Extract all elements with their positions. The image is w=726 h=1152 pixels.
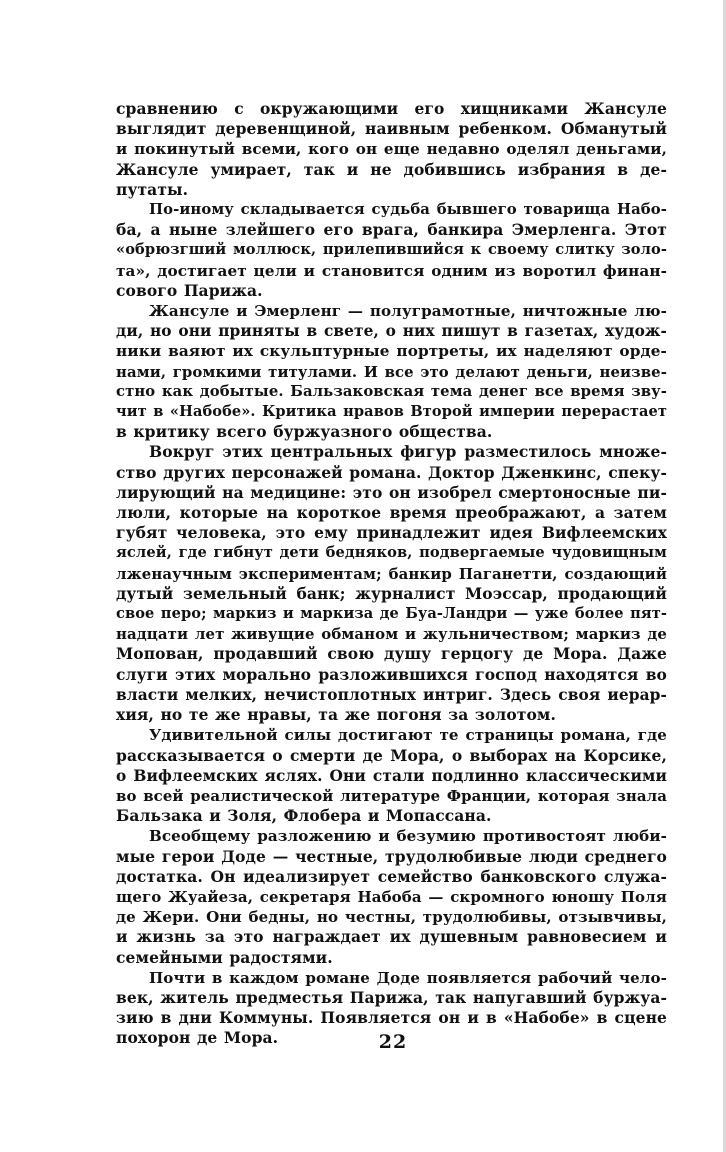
text-line: Бальзака и Золя, Флобера и Мопассана. [116,806,492,826]
body-text [116,99,667,1049]
text-line: щего Жуайеза, секретаря Набоба — скромного юношу Поля [116,887,667,906]
text-line: во всей реалистической литературе Франции, которая знала [116,786,667,805]
text-line: ство других персонажей романа. Доктор Дженкинс, спеку- [116,462,667,482]
text-line: и покинутый всеми, кого он еще недавно оделял деньгами, [116,140,667,159]
text-line: губят человека, это ему принадлежит идея Вифлеемских [116,523,667,543]
paragraph-2 [116,200,667,301]
text-line: сравнению с окружающими его хищниками Жансуле [116,99,667,118]
text-line: рассказывается о смерти де Мора, о выборах на Корсике, [116,745,667,765]
text-line: Жансуле и Эмерленг — полуграмотные, ничтожные лю- [149,302,667,321]
text-line: лженаучным экспериментам; банкир Паганетти, создающий [116,564,667,583]
text-line: Мопован, продавший свою душу герцогу де Мора. Даже [116,644,667,664]
text-line: ники ваяют их скульптурные портреты, их наделяют орде- [116,342,667,361]
text-line: в критику всего буржуазного общества. [116,422,493,442]
text-line: власти мелких, нечистоплотных интриг. Здесь своя иерар- [116,685,667,704]
text-line: Почти в каждом романе Доде появляется рабочий чело- [149,968,667,987]
text-line: век, житель предместья Парижа, так напугавший буржуа- [116,987,667,1007]
text-line: мые герои Доде — честные, трудолюбивые люди среднего [116,846,667,866]
text-line: свое перо; маркиз и маркиза де Буа-Ландри — уже более пят- [116,605,667,623]
text-line: надцати лет живущие обманом и жульничеством; маркиз де [116,625,667,644]
text-line: ба, а ныне злейшего его врага, банкира Эмерленга. Этот [116,220,667,240]
text-line: Удивительной силы достигают те страницы романа, где [149,726,667,745]
text-line: яслей, где гибнут дети бедняков, подвергаемые чудовищным [116,544,667,562]
text-line: люли, которые на короткое время преображают, а затем [116,503,667,523]
text-line: хия, но те же нравы, та же погоня за золотом. [116,705,556,725]
text-line: семейными радостями. [116,947,333,967]
paragraph-6 [116,826,667,967]
text-line: достатка. Он идеализирует семейство банковского служа- [116,866,667,886]
text-line: Жансуле умирает, так и не добившись избрания в де- [116,159,667,179]
text-line: Всеобщему разложению и безумию противостоят люби- [149,827,667,846]
text-line: чит в «Набобе». Критика нравов Второй империи перерастает [116,403,667,421]
text-line: де Жери. Они бедны, но честны, трудолюбивы, отзывчивы, [116,908,667,927]
paragraph-4 [116,442,667,725]
text-line: стно как добытые. Бальзаковская тема денег все время зву- [116,382,667,400]
text-line: зию в дни Коммуны. Появляется он и в «Набобе» в сцене [116,1008,667,1028]
page-number: 22 [378,1031,408,1053]
text-line: путаты. [116,179,189,199]
text-line: нами, громкими титулами. И все это делают деньги, неизве- [116,362,667,381]
text-line: и жизнь за это награждает их душевным равновесием и [116,927,667,947]
text-line: дутый земельный банк; журналист Моэссар, продающий [116,583,667,603]
text-line: выглядит деревенщиной, наивным ребенком. Обманутый [116,119,667,139]
text-line: Вокруг этих центральных фигур разместилось множе- [149,442,667,462]
text-line: похорон де Мора. [116,1028,279,1048]
paragraph-1 [116,99,667,200]
text-line: о Вифлеемских яслях. Они стали подлинно классическими [116,766,667,785]
text-line: ди, но они приняты в свете, о них пишут в газетах, худож- [116,322,667,341]
text-line: лирующий на медицине: это он изобрел смертоносные пи- [116,482,667,502]
text-line: сового Парижа. [116,280,263,300]
text-line: слуги этих морально разложившихся господ находятся во [116,664,667,684]
text-line: та», достигает цели и становится одним из воротил финан- [116,261,667,280]
paragraph-3 [116,301,667,442]
text-line: По-иному складывается судьба бывшего товарища Набо- [149,201,667,219]
text-line: «обрюзгший моллюск, прилепившийся к своему слитку золо- [116,241,667,259]
paragraph-5 [116,725,667,826]
